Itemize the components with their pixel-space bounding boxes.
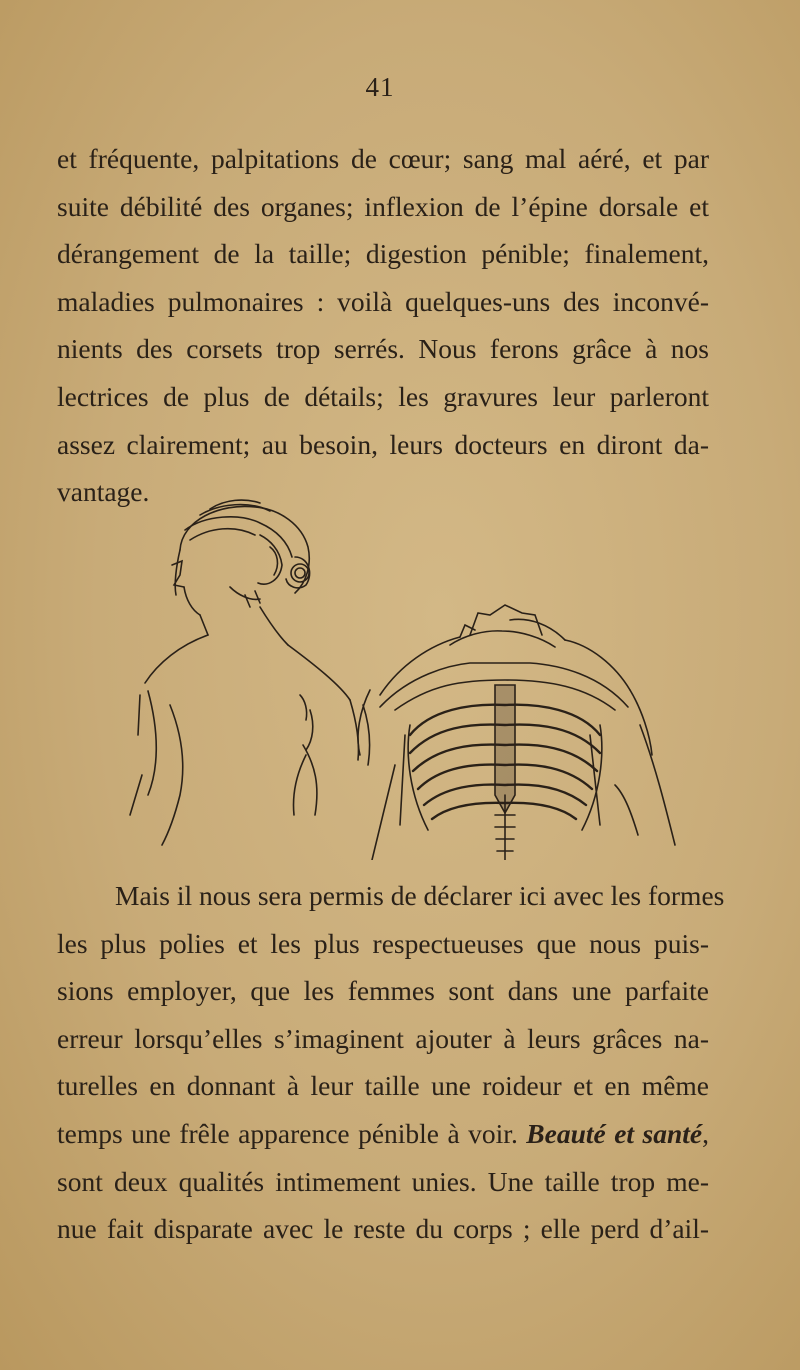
text-line: maladies pulmonaires : voilà quelques-uns des inconvé-: [57, 285, 709, 317]
text-line: lectrices de plus de détails; les gravures leur parleront: [57, 380, 709, 412]
text-line: et fréquente, palpitations de cœur; sang mal aéré, et par: [57, 143, 709, 174]
paragraph-corsets-effects: [57, 135, 709, 516]
text-line: erreur lorsqu’elles s’imaginent ajouter à leurs grâces na-: [57, 1022, 709, 1054]
text-line: nients des corsets trop serrés. Nous ferons grâce à nos: [57, 333, 709, 365]
left-figure-head: [172, 500, 310, 615]
text-line-with-emphasis: [57, 1110, 709, 1158]
paragraph-beauty-and-health: [57, 872, 725, 1253]
engraving-illustration: [110, 495, 710, 860]
text-line: vantage.: [57, 476, 150, 508]
text-line: dérangement de la taille; digestion pénible; finalement,: [57, 238, 709, 270]
text-segment: ,: [702, 1117, 709, 1149]
emphasized-phrase: Beauté et santé: [526, 1117, 703, 1149]
engraving-corset-torso-skeleton: [110, 495, 710, 860]
text-line: turelles en donnant à leur taille une roideur et en même: [57, 1070, 709, 1102]
text-line: nue fait disparate avec le reste du corps ; elle perd d’ail-: [57, 1213, 709, 1245]
right-figure-skeleton: [358, 605, 675, 860]
text-line: Mais il nous sera permis de déclarer ici avec les formes: [115, 880, 725, 911]
text-line: suite débilité des organes; inflexion de l’épine dorsale et: [57, 190, 709, 222]
left-figure-torso: [130, 607, 370, 845]
text-line: les plus polies et les plus respectueuses que nous puis-: [57, 927, 709, 959]
text-segment: temps une frêle apparence pénible à voir.: [57, 1117, 527, 1149]
text-line: sont deux qualités intimement unies. Une taille trop me-: [57, 1165, 709, 1197]
text-line: sions employer, que les femmes sont dans une parfaite: [57, 975, 709, 1007]
text-line: assez clairement; au besoin, leurs docteurs en diront da-: [57, 428, 709, 460]
page-number: 41: [365, 72, 395, 102]
